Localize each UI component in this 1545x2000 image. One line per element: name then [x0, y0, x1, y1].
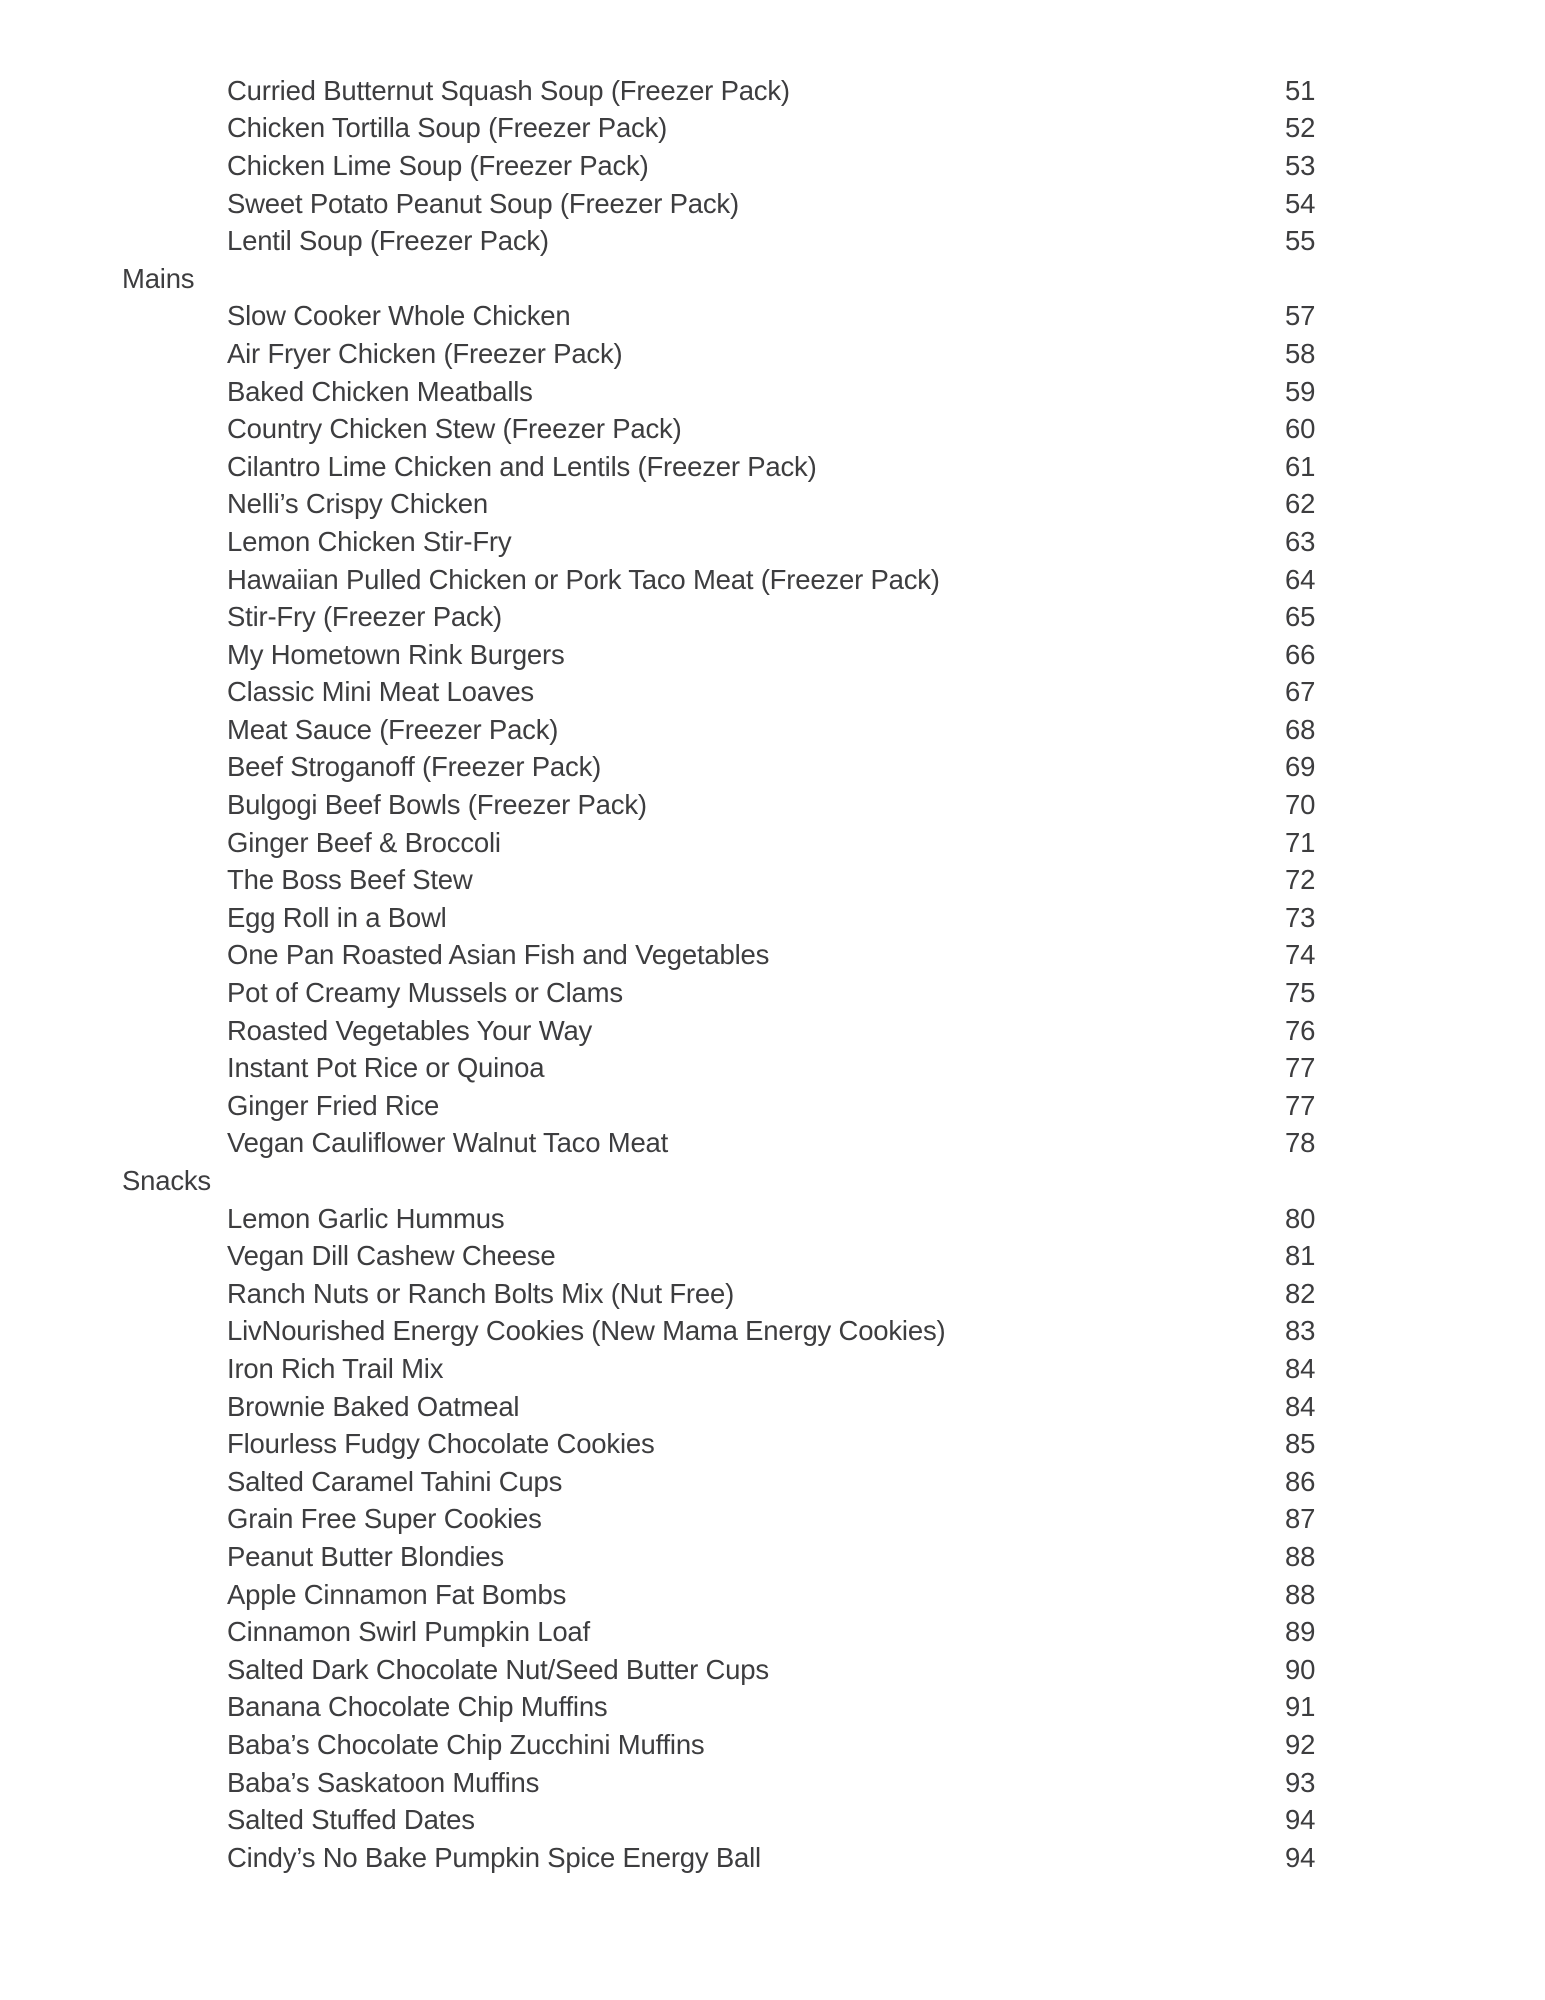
- recipe-title: Chicken Lime Soup (Freezer Pack): [227, 149, 649, 181]
- page-number: 51: [1285, 74, 1316, 106]
- table-of-contents: [0, 72, 1545, 1877]
- recipe-title: Cilantro Lime Chicken and Lentils (Freezer Pack): [227, 450, 817, 482]
- page-number: 80: [1285, 1202, 1316, 1234]
- recipe-title: Lemon Chicken Stir-Fry: [227, 525, 512, 557]
- recipe-title: Air Fryer Chicken (Freezer Pack): [227, 337, 623, 369]
- toc-row: [0, 448, 1545, 486]
- page-number: 78: [1285, 1127, 1316, 1159]
- page-number: 54: [1285, 187, 1316, 219]
- toc-row: [0, 1275, 1545, 1313]
- recipe-title: Baba’s Saskatoon Muffins: [227, 1766, 540, 1798]
- recipe-title: One Pan Roasted Asian Fish and Vegetables: [227, 939, 770, 971]
- recipe-title: Curried Butternut Squash Soup (Freezer Pack): [227, 74, 790, 106]
- section-header-label: Mains: [122, 262, 195, 294]
- toc-row: [0, 373, 1545, 411]
- toc-row: [0, 711, 1545, 749]
- page-number: 59: [1285, 375, 1316, 407]
- page-number: 64: [1285, 563, 1316, 595]
- recipe-title: Vegan Dill Cashew Cheese: [227, 1240, 556, 1272]
- recipe-title: Salted Stuffed Dates: [227, 1804, 475, 1836]
- page-number: 84: [1285, 1352, 1316, 1384]
- recipe-title: Grain Free Super Cookies: [227, 1503, 542, 1535]
- page-number: 65: [1285, 601, 1316, 633]
- toc-row: [0, 937, 1545, 975]
- page-number: 89: [1285, 1616, 1316, 1648]
- recipe-title: Roasted Vegetables Your Way: [227, 1014, 593, 1046]
- page-number: 60: [1285, 413, 1316, 445]
- page-number: 71: [1285, 826, 1316, 858]
- page-number: 69: [1285, 751, 1316, 783]
- recipe-title: Bulgogi Beef Bowls (Freezer Pack): [227, 789, 647, 821]
- recipe-title: Lemon Garlic Hummus: [227, 1202, 505, 1234]
- page-number: 77: [1285, 1052, 1316, 1084]
- section-header-snacks: [0, 1162, 1545, 1200]
- recipe-title: Beef Stroganoff (Freezer Pack): [227, 751, 602, 783]
- page-number: 70: [1285, 789, 1316, 821]
- page-number: 68: [1285, 713, 1316, 745]
- toc-row: [0, 824, 1545, 862]
- recipe-title: Country Chicken Stew (Freezer Pack): [227, 413, 682, 445]
- page-number: 83: [1285, 1315, 1316, 1347]
- toc-row: [0, 636, 1545, 674]
- recipe-title: Cindy’s No Bake Pumpkin Spice Energy Ball: [227, 1841, 761, 1873]
- recipe-title: Peanut Butter Blondies: [227, 1540, 504, 1572]
- toc-row: [0, 861, 1545, 899]
- recipe-title: Banana Chocolate Chip Muffins: [227, 1691, 608, 1723]
- toc-row: [0, 72, 1545, 110]
- recipe-title: Salted Caramel Tahini Cups: [227, 1465, 563, 1497]
- toc-row: [0, 674, 1545, 712]
- section-header-mains: [0, 260, 1545, 298]
- toc-row: [0, 1125, 1545, 1163]
- toc-row: [0, 1463, 1545, 1501]
- page-number: 76: [1285, 1014, 1316, 1046]
- recipe-title: Stir-Fry (Freezer Pack): [227, 601, 502, 633]
- toc-row: [0, 1839, 1545, 1877]
- toc-row: [0, 1425, 1545, 1463]
- page-number: 58: [1285, 337, 1316, 369]
- recipe-title: Ranch Nuts or Ranch Bolts Mix (Nut Free): [227, 1277, 735, 1309]
- toc-row: [0, 1726, 1545, 1764]
- page-number: 62: [1285, 488, 1316, 520]
- toc-row: [0, 561, 1545, 599]
- recipe-title: Hawaiian Pulled Chicken or Pork Taco Meat (Freezer Pack): [227, 563, 940, 595]
- toc-row: [0, 1087, 1545, 1125]
- toc-row: [0, 110, 1545, 148]
- recipe-title: My Hometown Rink Burgers: [227, 638, 565, 670]
- page-number: 73: [1285, 901, 1316, 933]
- toc-row: [0, 974, 1545, 1012]
- recipe-title: Meat Sauce (Freezer Pack): [227, 713, 559, 745]
- section-header-label: Snacks: [122, 1165, 211, 1197]
- page-number: 91: [1285, 1691, 1316, 1723]
- toc-row: [0, 147, 1545, 185]
- page-number: 84: [1285, 1390, 1316, 1422]
- page-number: 81: [1285, 1240, 1316, 1272]
- toc-row: [0, 486, 1545, 524]
- toc-row: [0, 1313, 1545, 1351]
- page-number: 94: [1285, 1841, 1316, 1873]
- page-number: 55: [1285, 225, 1316, 257]
- toc-row: [0, 222, 1545, 260]
- page-number: 75: [1285, 977, 1316, 1009]
- page-number: 74: [1285, 939, 1316, 971]
- page-number: 53: [1285, 149, 1316, 181]
- toc-row: [0, 1350, 1545, 1388]
- toc-row: [0, 786, 1545, 824]
- toc-row: [0, 1237, 1545, 1275]
- page-number: 77: [1285, 1089, 1316, 1121]
- page-number: 87: [1285, 1503, 1316, 1535]
- recipe-title: Sweet Potato Peanut Soup (Freezer Pack): [227, 187, 739, 219]
- toc-row: [0, 749, 1545, 787]
- page-number: 67: [1285, 676, 1316, 708]
- page-number: 92: [1285, 1728, 1316, 1760]
- toc-row: [0, 1651, 1545, 1689]
- toc-row: [0, 185, 1545, 223]
- page-number: 94: [1285, 1804, 1316, 1836]
- page-number: 93: [1285, 1766, 1316, 1798]
- toc-row: [0, 523, 1545, 561]
- toc-row: [0, 1538, 1545, 1576]
- recipe-title: Lentil Soup (Freezer Pack): [227, 225, 549, 257]
- toc-row: [0, 1049, 1545, 1087]
- toc-row: [0, 1764, 1545, 1802]
- recipe-title: Flourless Fudgy Chocolate Cookies: [227, 1428, 655, 1460]
- page-number: 66: [1285, 638, 1316, 670]
- toc-row: [0, 1801, 1545, 1839]
- page-number: 90: [1285, 1653, 1316, 1685]
- toc-row: [0, 410, 1545, 448]
- recipe-title: Slow Cooker Whole Chicken: [227, 300, 571, 332]
- toc-row: [0, 1200, 1545, 1238]
- page-number: 88: [1285, 1578, 1316, 1610]
- recipe-title: Vegan Cauliflower Walnut Taco Meat: [227, 1127, 669, 1159]
- toc-row: [0, 899, 1545, 937]
- toc-row: [0, 1689, 1545, 1727]
- page-number: 88: [1285, 1540, 1316, 1572]
- toc-row: [0, 1613, 1545, 1651]
- recipe-title: Baba’s Chocolate Chip Zucchini Muffins: [227, 1728, 705, 1760]
- page-number: 63: [1285, 525, 1316, 557]
- recipe-title: Egg Roll in a Bowl: [227, 901, 447, 933]
- recipe-title: Cinnamon Swirl Pumpkin Loaf: [227, 1616, 590, 1648]
- recipe-title: Iron Rich Trail Mix: [227, 1352, 444, 1384]
- toc-row: [0, 1576, 1545, 1614]
- page-number: 52: [1285, 112, 1316, 144]
- recipe-title: Ginger Beef & Broccoli: [227, 826, 501, 858]
- recipe-title: Pot of Creamy Mussels or Clams: [227, 977, 623, 1009]
- recipe-title: The Boss Beef Stew: [227, 864, 473, 896]
- page-number: 57: [1285, 300, 1316, 332]
- recipe-title: Brownie Baked Oatmeal: [227, 1390, 520, 1422]
- page-number: 82: [1285, 1277, 1316, 1309]
- toc-row: [0, 1501, 1545, 1539]
- page-number: 85: [1285, 1428, 1316, 1460]
- recipe-title: Chicken Tortilla Soup (Freezer Pack): [227, 112, 668, 144]
- recipe-title: LivNourished Energy Cookies (New Mama Energy Cookies): [227, 1315, 946, 1347]
- recipe-title: Instant Pot Rice or Quinoa: [227, 1052, 545, 1084]
- toc-row: [0, 298, 1545, 336]
- page-number: 72: [1285, 864, 1316, 896]
- recipe-title: Nelli’s Crispy Chicken: [227, 488, 488, 520]
- toc-row: [0, 598, 1545, 636]
- recipe-title: Apple Cinnamon Fat Bombs: [227, 1578, 567, 1610]
- toc-row: [0, 1012, 1545, 1050]
- recipe-title: Ginger Fried Rice: [227, 1089, 440, 1121]
- toc-row: [0, 1388, 1545, 1426]
- recipe-title: Classic Mini Meat Loaves: [227, 676, 534, 708]
- toc-row: [0, 335, 1545, 373]
- recipe-title: Baked Chicken Meatballs: [227, 375, 533, 407]
- page-number: 61: [1285, 450, 1316, 482]
- recipe-title: Salted Dark Chocolate Nut/Seed Butter Cups: [227, 1653, 769, 1685]
- page-number: 86: [1285, 1465, 1316, 1497]
